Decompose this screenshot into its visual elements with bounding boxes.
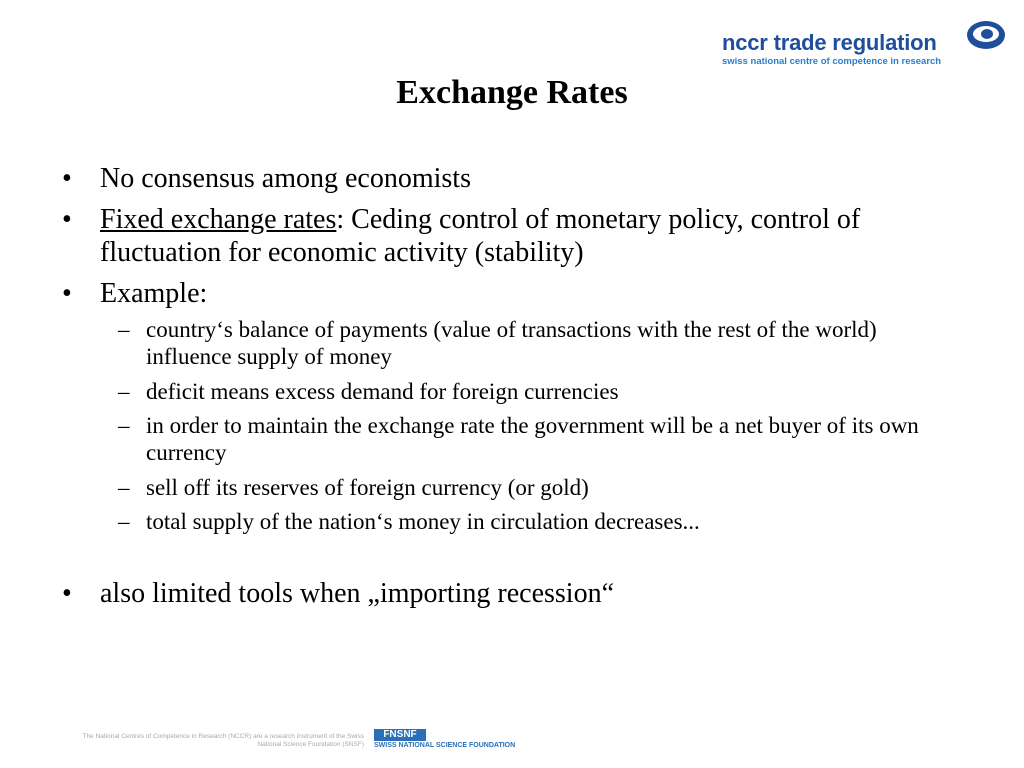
bullet-item — [62, 577, 942, 610]
snf-name: SWISS NATIONAL SCIENCE FOUNDATION — [374, 742, 516, 749]
snf-logo — [374, 729, 516, 753]
bullet-mark: • — [62, 278, 72, 309]
bullet-item — [62, 203, 942, 269]
bullet-text: Example: — [100, 278, 208, 309]
eye-icon — [964, 18, 1008, 52]
bullet-text-rest: : Ceding control of monetary policy, control of fluctuation for economic activity (stability) — [100, 204, 861, 268]
dash-mark: – — [118, 317, 130, 342]
sub-bullet-text: sell off its reserves of foreign currency (or gold) — [146, 475, 589, 500]
underlined-term: Fixed exchange rates — [100, 204, 337, 235]
sub-bullet-text: country‘s balance of payments (value of transactions with the rest of the world) influence supply of money — [146, 317, 877, 369]
bullet-mark: • — [62, 204, 72, 235]
dash-mark: – — [118, 509, 130, 534]
nccr-logo — [722, 18, 1012, 70]
sub-bullet-item — [118, 378, 938, 405]
logo-wordmark: nccr trade regulation — [722, 30, 937, 55]
sub-bullet-text: in order to maintain the exchange rate the government will be a net buyer of its own currency — [146, 413, 919, 465]
dash-mark: – — [118, 379, 130, 404]
dash-mark: – — [118, 413, 130, 438]
bullet-item — [62, 162, 942, 195]
footer-note: The National Centres of Competence in Research (NCCR) are a research instrument of the Swiss National Science Foundation (SNSF) — [82, 733, 364, 748]
logo-tagline: swiss national centre of competence in research — [722, 56, 942, 67]
sub-bullet-item — [118, 508, 938, 535]
slide-title: Exchange Rates — [396, 74, 628, 111]
dash-mark: – — [118, 475, 130, 500]
sub-bullet-item — [118, 474, 938, 501]
bullet-text: No consensus among economists — [100, 163, 471, 194]
sub-bullet-item — [118, 412, 938, 466]
bullet-text — [100, 203, 942, 269]
sub-bullet-item — [118, 316, 938, 370]
bullet-mark: • — [62, 578, 72, 609]
sub-bullet-text: deficit means excess demand for foreign currencies — [146, 379, 619, 404]
snf-badge: FNSNF — [374, 729, 426, 741]
bullet-mark: • — [62, 163, 72, 194]
sub-bullet-text: total supply of the nation‘s money in circulation decreases... — [146, 509, 700, 534]
bullet-text: also limited tools when „importing recession“ — [100, 578, 615, 609]
bullet-item — [62, 277, 942, 310]
